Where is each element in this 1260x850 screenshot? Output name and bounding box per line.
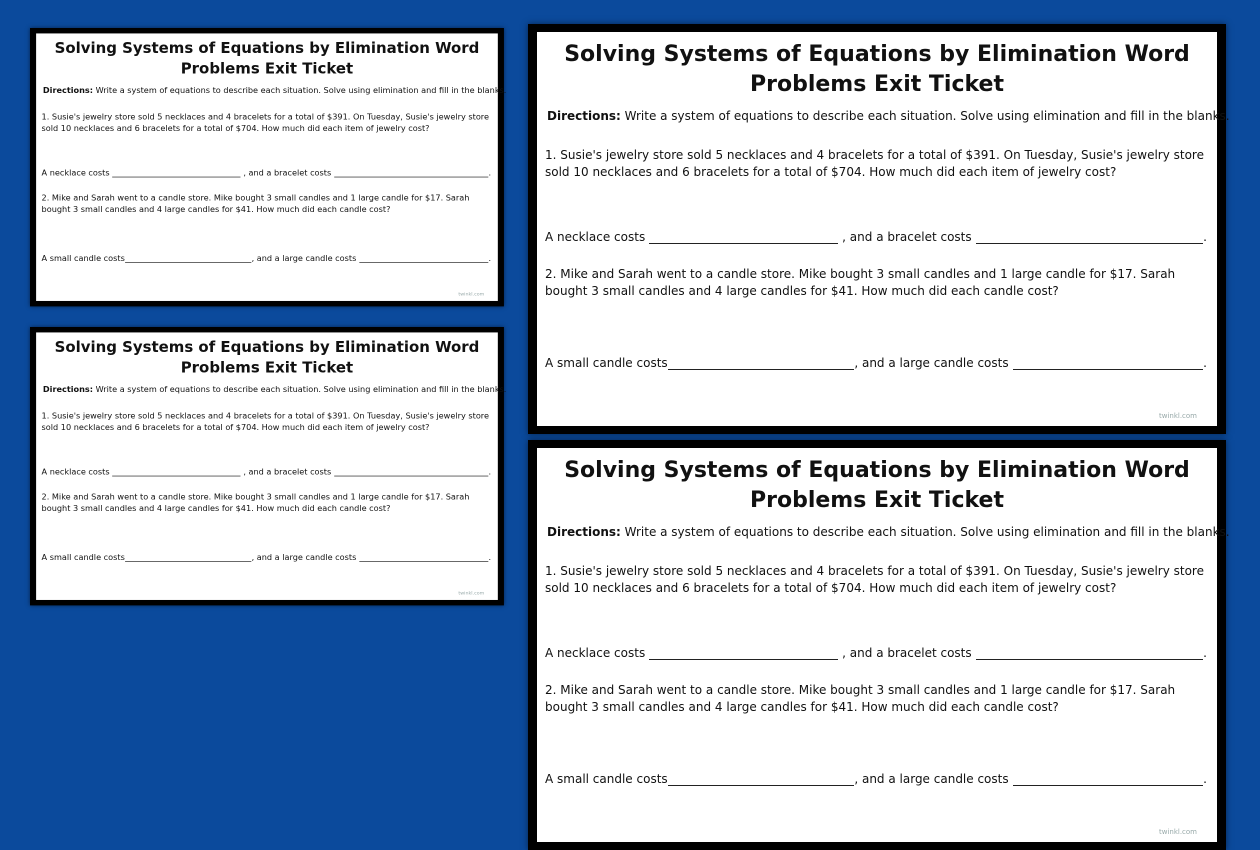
answer-label: , and a large candle costs	[251, 253, 357, 263]
brand-watermark: twinkl.com	[458, 590, 485, 596]
period: .	[488, 466, 492, 477]
answer-label: A small candle costs	[41, 552, 125, 562]
period: .	[1203, 646, 1207, 660]
title-line-2: Problems Exit Ticket	[180, 60, 354, 78]
blank-small-candle	[125, 553, 252, 562]
brand-watermark: twinkl.com	[1158, 412, 1197, 420]
directions-label: Directions:	[42, 384, 94, 395]
title-line-1: Solving Systems of Equations by Elimination Word	[54, 339, 480, 357]
answer-line-1	[545, 230, 1207, 244]
title-line-2: Problems Exit Ticket	[750, 488, 1004, 513]
blank-large-candle	[1013, 773, 1204, 786]
title-line-2: Problems Exit Ticket	[180, 359, 354, 377]
answer-label: , and a large candle costs	[251, 552, 357, 562]
answer-line-2	[42, 552, 491, 562]
blank-necklace	[112, 468, 240, 477]
ticket-title	[36, 39, 498, 80]
blank-necklace	[649, 231, 838, 244]
directions-label: Directions:	[42, 85, 94, 96]
answer-line-2	[42, 253, 491, 263]
ticket-card-large-top	[528, 24, 1230, 434]
answer-label: , and a bracelet costs	[842, 646, 972, 660]
answer-label: , and a bracelet costs	[243, 167, 332, 178]
ticket-page	[537, 448, 1230, 842]
answer-line-1	[42, 168, 491, 178]
period: .	[488, 167, 492, 178]
blank-bracelet	[976, 647, 1204, 660]
answer-label: A necklace costs	[545, 230, 646, 244]
title-line-1: Solving Systems of Equations by Elimination Word	[564, 42, 1190, 67]
directions	[42, 384, 507, 395]
period: .	[1203, 356, 1207, 370]
directions-text: Write a system of equations to describe each situation. Solve using elimination and fill in the blanks.	[620, 109, 1230, 123]
answer-label: A small candle costs	[41, 253, 125, 263]
question-1: 1. Susie's jewelry store sold 5 necklaces and 4 bracelets for a total of $391. On Tuesday, Susie's jewelry store sold 10 necklaces and 6 bracelets for a total of $704. How much did each item of jewelry cost?	[41, 411, 489, 433]
directions-label: Directions:	[547, 525, 621, 539]
ticket-page	[36, 332, 507, 600]
question-1: 1. Susie's jewelry store sold 5 necklaces and 4 bracelets for a total of $391. On Tuesday, Susie's jewelry store sold 10 necklaces and 6 bracelets for a total of $704. How much did each item of jewelry cost?	[41, 112, 489, 134]
blank-bracelet	[976, 231, 1204, 244]
period: .	[1203, 230, 1207, 244]
blank-bracelet	[334, 468, 488, 477]
ticket-card-large-bottom	[528, 440, 1230, 850]
question-1: 1. Susie's jewelry store sold 5 necklaces and 4 bracelets for a total of $391. On Tuesday, Susie's jewelry store sold 10 necklaces and 6 bracelets for a total of $704. How much did each item of jewelry cost?	[545, 564, 1204, 595]
question-2: 2. Mike and Sarah went to a candle store. Mike bought 3 small candles and 1 large candle for $17. Sarah bought 3 small candles and 4 large candles for $41. How much did each candle cost?	[545, 267, 1176, 298]
question-2: 2. Mike and Sarah went to a candle store. Mike bought 3 small candles and 1 large candle for $17. Sarah bought 3 small candles and 4 large candles for $41. How much did each candle cost?	[41, 192, 470, 215]
brand-watermark: twinkl.com	[1158, 828, 1197, 836]
blank-large-candle	[1013, 357, 1204, 370]
answer-label: A necklace costs	[41, 466, 110, 477]
blank-necklace	[649, 647, 838, 660]
answer-line-2	[545, 356, 1207, 370]
question-2: 2. Mike and Sarah went to a candle store. Mike bought 3 small candles and 1 large candle for $17. Sarah bought 3 small candles and 4 large candles for $41. How much did each candle cost?	[545, 683, 1176, 714]
ticket-card-small-bottom	[30, 327, 507, 605]
directions	[547, 525, 1230, 539]
blank-small-candle	[668, 357, 855, 370]
answer-label: A small candle costs	[545, 772, 668, 786]
ticket-title	[537, 456, 1217, 516]
blank-large-candle	[359, 553, 488, 562]
blank-small-candle	[125, 254, 252, 263]
answer-line-1	[42, 467, 491, 477]
title-line-1: Solving Systems of Equations by Elimination Word	[54, 40, 480, 58]
directions-text: Write a system of equations to describe each situation. Solve using elimination and fill in the blanks.	[93, 85, 507, 96]
ticket-title	[537, 40, 1217, 100]
period: .	[1203, 772, 1207, 786]
ticket-title	[36, 338, 498, 379]
question-2: 2. Mike and Sarah went to a candle store. Mike bought 3 small candles and 1 large candle for $17. Sarah bought 3 small candles and 4 large candles for $41. How much did each candle cost?	[41, 491, 470, 514]
title-line-1: Solving Systems of Equations by Elimination Word	[564, 458, 1190, 483]
blank-large-candle	[359, 254, 488, 263]
directions-label: Directions:	[547, 109, 621, 123]
directions	[547, 109, 1230, 123]
ticket-page	[537, 32, 1230, 426]
answer-label: A necklace costs	[41, 167, 110, 178]
ticket-card-small-top	[30, 28, 507, 306]
answer-line-2	[545, 772, 1207, 786]
directions-text: Write a system of equations to describe each situation. Solve using elimination and fill in the blanks.	[93, 384, 507, 395]
answer-line-1	[545, 646, 1207, 660]
answer-label: , and a bracelet costs	[842, 230, 972, 244]
question-1: 1. Susie's jewelry store sold 5 necklaces and 4 bracelets for a total of $391. On Tuesday, Susie's jewelry store sold 10 necklaces and 6 bracelets for a total of $704. How much did each item of jewelry cost?	[545, 148, 1204, 179]
answer-label: A necklace costs	[545, 646, 646, 660]
answer-label: , and a large candle costs	[854, 356, 1009, 370]
brand-watermark: twinkl.com	[458, 291, 485, 297]
ticket-page	[36, 33, 507, 301]
directions-text: Write a system of equations to describe each situation. Solve using elimination and fill in the blanks.	[620, 525, 1230, 539]
blank-bracelet	[334, 169, 488, 178]
answer-label: A small candle costs	[545, 356, 668, 370]
title-line-2: Problems Exit Ticket	[750, 72, 1004, 97]
answer-label: , and a bracelet costs	[243, 466, 332, 477]
period: .	[488, 552, 492, 562]
blank-necklace	[112, 169, 240, 178]
directions	[42, 85, 507, 96]
answer-label: , and a large candle costs	[854, 772, 1009, 786]
period: .	[488, 253, 492, 263]
blank-small-candle	[668, 773, 855, 786]
